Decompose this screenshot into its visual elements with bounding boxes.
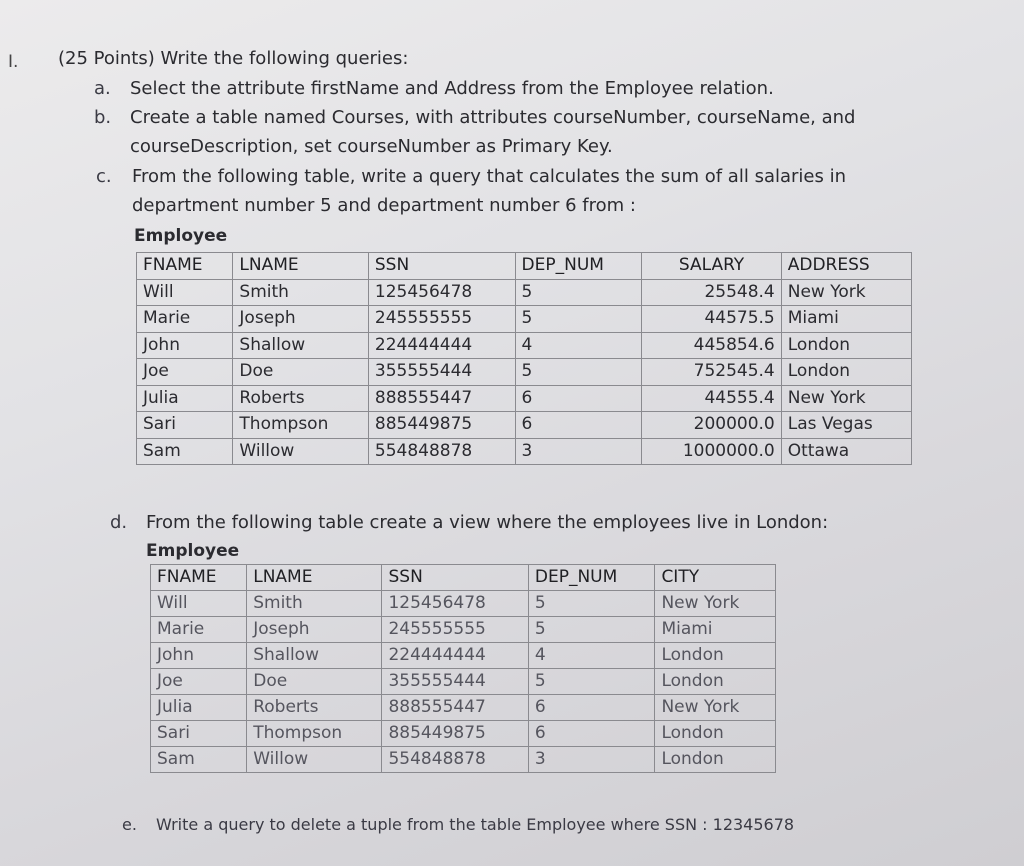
table-cell-salary: 1000000.0	[642, 438, 781, 465]
column-header-lname: LNAME	[247, 565, 382, 591]
item-d-line-1: From the following table create a view where the employees live in London:	[146, 512, 829, 533]
table-cell-ssn: 245555555	[368, 306, 515, 333]
table-cell-dep-num: 5	[528, 617, 655, 643]
table-cell-ssn: 888555447	[368, 385, 515, 412]
table-cell-salary: 44575.5	[642, 306, 781, 333]
table-cell-ssn: 885449875	[368, 412, 515, 439]
table-cell-dep-num: 5	[515, 279, 642, 306]
table-cell-city: New York	[655, 591, 776, 617]
table-cell-city: London	[655, 669, 776, 695]
table-cell-city: London	[655, 643, 776, 669]
table1-label: Employee	[134, 226, 228, 246]
table-cell-fname: Will	[151, 591, 247, 617]
table-cell-address: New York	[781, 279, 911, 306]
table-row	[151, 617, 776, 643]
table-row	[137, 306, 912, 333]
table-row	[137, 359, 912, 386]
table-row	[151, 721, 776, 747]
table-cell-ssn: 355555444	[382, 669, 528, 695]
table-row	[151, 695, 776, 721]
table-cell-fname: Joe	[151, 669, 247, 695]
item-b-line-1: Create a table named Courses, with attributes courseNumber, courseName, and	[130, 107, 856, 128]
table-cell-lname: Roberts	[233, 385, 368, 412]
table-cell-ssn: 355555444	[368, 359, 515, 386]
employee-table-salary	[136, 252, 912, 465]
table-cell-lname: Joseph	[247, 617, 382, 643]
table-cell-dep-num: 3	[528, 747, 655, 773]
table-cell-lname: Shallow	[247, 643, 382, 669]
table-cell-fname: Julia	[137, 385, 233, 412]
table-cell-fname: Marie	[137, 306, 233, 333]
table-cell-fname: John	[137, 332, 233, 359]
table-cell-fname: Sari	[137, 412, 233, 439]
table-cell-fname: Joe	[137, 359, 233, 386]
item-e-line-1: Write a query to delete a tuple from the table Employee where SSN : 12345678	[156, 815, 795, 834]
table-cell-ssn: 554848878	[368, 438, 515, 465]
table-cell-salary: 200000.0	[642, 412, 781, 439]
table-cell-address: New York	[781, 385, 911, 412]
employee-table-city	[150, 564, 776, 773]
item-d-letter: d.	[110, 512, 128, 533]
table-cell-dep-num: 6	[528, 695, 655, 721]
table-row	[137, 385, 912, 412]
column-header-fname: FNAME	[151, 565, 247, 591]
table-row	[151, 669, 776, 695]
table-cell-address: Ottawa	[781, 438, 911, 465]
column-header-address: ADDRESS	[781, 253, 911, 280]
table-cell-ssn: 224444444	[382, 643, 528, 669]
table-cell-lname: Thompson	[247, 721, 382, 747]
table-cell-ssn: 125456478	[368, 279, 515, 306]
table-cell-dep-num: 4	[528, 643, 655, 669]
table-row	[151, 591, 776, 617]
table-cell-city: New York	[655, 695, 776, 721]
table-cell-city: London	[655, 721, 776, 747]
table-cell-lname: Willow	[247, 747, 382, 773]
item-b-line-2: courseDescription, set courseNumber as Primary Key.	[130, 136, 613, 157]
column-header-fname: FNAME	[137, 253, 233, 280]
table-header-row	[137, 253, 912, 280]
table-cell-ssn: 245555555	[382, 617, 528, 643]
table-cell-lname: Shallow	[233, 332, 368, 359]
table-cell-fname: Sari	[151, 721, 247, 747]
table-cell-lname: Willow	[233, 438, 368, 465]
table-cell-fname: Sam	[151, 747, 247, 773]
table-cell-city: London	[655, 747, 776, 773]
question-number: I.	[8, 52, 19, 72]
table-cell-ssn: 125456478	[382, 591, 528, 617]
table-cell-fname: Will	[137, 279, 233, 306]
column-header-city: CITY	[655, 565, 776, 591]
table-cell-salary: 25548.4	[642, 279, 781, 306]
column-header-ssn: SSN	[368, 253, 515, 280]
table-row	[137, 412, 912, 439]
table-cell-dep-num: 3	[515, 438, 642, 465]
table-cell-ssn: 885449875	[382, 721, 528, 747]
table-cell-address: London	[781, 359, 911, 386]
item-b-letter: b.	[94, 107, 112, 128]
table-cell-ssn: 554848878	[382, 747, 528, 773]
table-cell-city: Miami	[655, 617, 776, 643]
table-cell-lname: Doe	[247, 669, 382, 695]
table-header-row	[151, 565, 776, 591]
table-cell-fname: Julia	[151, 695, 247, 721]
column-header-dep-num: DEP_NUM	[528, 565, 655, 591]
table-cell-lname: Roberts	[247, 695, 382, 721]
table-cell-ssn: 224444444	[368, 332, 515, 359]
table-cell-lname: Doe	[233, 359, 368, 386]
table-cell-fname: Marie	[151, 617, 247, 643]
table-cell-lname: Smith	[233, 279, 368, 306]
table-cell-address: Miami	[781, 306, 911, 333]
item-a-letter: a.	[94, 78, 111, 99]
item-c-letter: c.	[96, 166, 112, 187]
table-cell-dep-num: 6	[515, 412, 642, 439]
column-header-salary: SALARY	[642, 253, 781, 280]
question-header: (25 Points) Write the following queries:	[58, 48, 409, 69]
table-cell-lname: Thompson	[233, 412, 368, 439]
table-cell-ssn: 888555447	[382, 695, 528, 721]
table-cell-dep-num: 4	[515, 332, 642, 359]
table-cell-salary: 752545.4	[642, 359, 781, 386]
table-cell-salary: 44555.4	[642, 385, 781, 412]
table-cell-dep-num: 6	[515, 385, 642, 412]
column-header-dep-num: DEP_NUM	[515, 253, 642, 280]
item-c-line-2: department number 5 and department number 6 from :	[132, 195, 636, 216]
table-cell-dep-num: 5	[528, 591, 655, 617]
table-cell-fname: John	[151, 643, 247, 669]
table2-label: Employee	[146, 541, 240, 561]
table-cell-dep-num: 5	[528, 669, 655, 695]
table-row	[151, 747, 776, 773]
table-cell-salary: 445854.6	[642, 332, 781, 359]
table-cell-dep-num: 6	[528, 721, 655, 747]
table-row	[137, 438, 912, 465]
item-a-line-1: Select the attribute firstName and Address from the Employee relation.	[130, 78, 774, 99]
item-e-letter: e.	[122, 815, 137, 834]
table-row	[151, 643, 776, 669]
table-cell-lname: Smith	[247, 591, 382, 617]
item-c-line-1: From the following table, write a query that calculates the sum of all salaries in	[132, 166, 846, 187]
table-row	[137, 332, 912, 359]
table-cell-fname: Sam	[137, 438, 233, 465]
table-cell-address: London	[781, 332, 911, 359]
column-header-ssn: SSN	[382, 565, 528, 591]
table-cell-address: Las Vegas	[781, 412, 911, 439]
column-header-lname: LNAME	[233, 253, 368, 280]
table-row	[137, 279, 912, 306]
table-cell-dep-num: 5	[515, 359, 642, 386]
table-cell-lname: Joseph	[233, 306, 368, 333]
table-cell-dep-num: 5	[515, 306, 642, 333]
